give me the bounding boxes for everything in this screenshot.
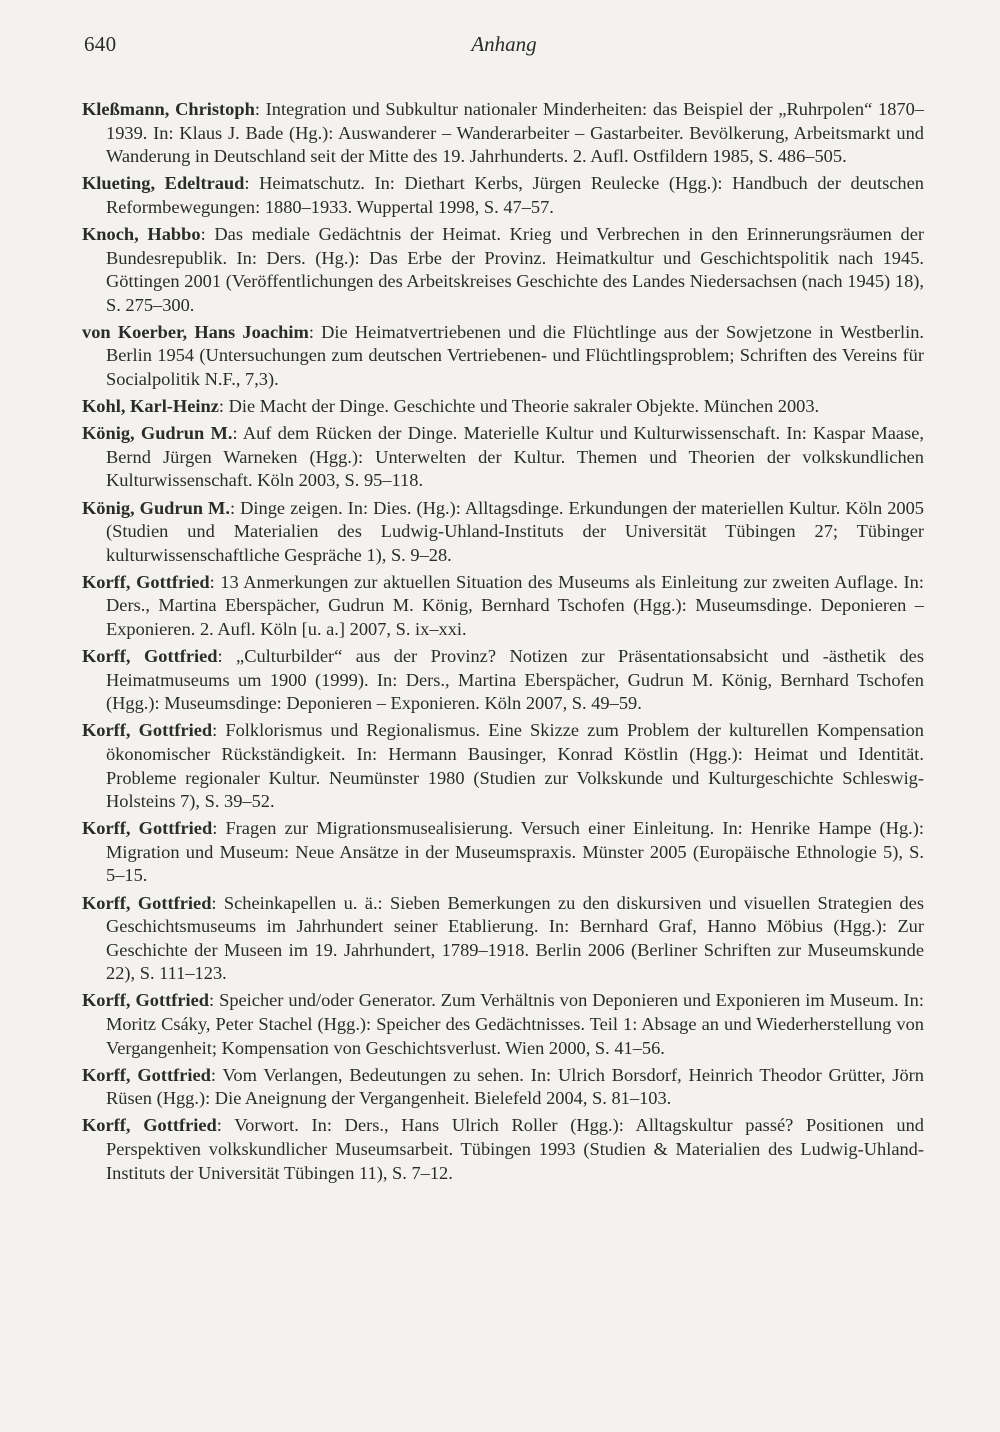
entry-author: König, Gudrun M. (82, 497, 230, 518)
entry-author: von Koerber, Hans Joachim (82, 321, 309, 342)
entry-author: Korff, Gottfried (82, 571, 210, 592)
bibliography-entry (82, 571, 924, 642)
running-head: Anhang (471, 32, 537, 56)
entry-text: : Vorwort. In: Ders., Hans Ulrich Roller (Hgg.): Alltagskultur passé? Positionen und Perspektiven volkskundlicher Museumsarbeit. Tübingen 1993 (Studien & Materialien des Ludwig-Uhland-Instituts der Universität Tübingen 11), S. 7–12. (106, 1115, 924, 1183)
page-header (84, 32, 924, 68)
page-number: 640 (84, 32, 117, 56)
bibliography-entry (82, 817, 924, 888)
bibliography-entry (82, 395, 924, 419)
bibliography-entry (82, 422, 924, 493)
entry-text: : Fragen zur Migrationsmusealisierung. Versuch einer Einleitung. In: Henrike Hampe (Hg.): Migration und Museum: Neue Ansätze in der Museumspraxis. Münster 2005 (Europäische Ethnologie 5), S. 5–15. (106, 818, 924, 886)
bibliography-entry (82, 223, 924, 317)
bibliography-list (82, 98, 924, 1189)
entry-text: : Vom Verlangen, Bedeutungen zu sehen. In: Ulrich Borsdorf, Heinrich Theodor Grütter, Jörn Rüsen (Hgg.): Die Aneignung der Vergangenheit. Bielefeld 2004, S. 81–103. (106, 1064, 924, 1109)
entry-text: : Das mediale Gedächtnis der Heimat. Krieg und Verbrechen in den Erinnerungsräumen der Bundesrepublik. In: Ders. (Hg.): Das Erbe der Provinz. Heimatkultur und Geschichtspolitik nach 1945. Göttingen 2001 (Veröffentlichungen des Arbeitskreises Geschichte des Landes Niedersachsen (nach 1945) 18), S. 275–300. (106, 223, 925, 315)
bibliography-entry (82, 892, 924, 986)
entry-author: Korff, Gottfried (82, 892, 212, 913)
entry-author: Korff, Gottfried (82, 1115, 217, 1136)
bibliography-entry (82, 172, 924, 219)
entry-text: : Integration und Subkultur nationaler Minderheiten: das Beispiel der „Ruhrpolen“ 1870–1939. In: Klaus J. Bade (Hg.): Auswanderer – Wanderarbeiter – Gastarbeiter. Bevölkerung, Arbeitsmarkt und Wanderung in Deutschland seit der Mitte des 19. Jahrhunderts. 2. Aufl. Ostfildern 1985, S. 486–505. (106, 99, 925, 167)
entry-text: : Heimatschutz. In: Diethart Kerbs, Jürgen Reulecke (Hgg.): Handbuch der deutschen Reformbewegungen: 1880–1933. Wuppertal 1998, S. 47–57. (106, 173, 924, 217)
entry-text: : „Culturbilder“ aus der Provinz? Notizen zur Präsentationsabsicht und -ästhetik des Heimatmuseums um 1900 (1999). In: Ders., Martina Eberspächer, Gudrun M. König, Bernhard Tschofen (Hgg.): Museumsdinge: Deponieren – Exponieren. Köln 2007, S. 49–59. (106, 646, 924, 714)
bibliography-entry (82, 1114, 924, 1185)
bibliography-entry (82, 645, 924, 716)
entry-author: Korff, Gottfried (82, 646, 218, 667)
entry-text: : Die Macht der Dinge. Geschichte und Theorie sakraler Objekte. München 2003. (218, 396, 820, 417)
entry-text: : 13 Anmerkungen zur aktuellen Situation des Museums als Einleitung zur zweiten Auflage. In: Ders., Martina Eberspächer, Gudrun M. König, Bernhard Tschofen (Hgg.): Museumsdinge. Deponieren – Exponieren. 2. Aufl. Köln [u. a.] 2007, S. ix–xxi. (106, 571, 924, 639)
bibliography-entry (82, 98, 924, 169)
entry-text: : Folklorismus und Regionalismus. Eine Skizze zum Problem der kulturellen Kompensation ökonomischer Rückständigkeit. In: Hermann Bausinger, Konrad Köstlin (Hgg.): Heimat und Identität. Probleme regionaler Kultur. Neumünster 1980 (Studien zur Volkskunde und Kulturgeschichte Schleswig-Holsteins 7), S. 39–52. (106, 720, 924, 812)
bibliography-entry (82, 719, 924, 813)
entry-author: Knoch, Habbo (82, 223, 201, 244)
entry-text: : Die Heimatvertriebenen und die Flüchtlinge aus der Sowjetzone in Westberlin. Berlin 1954 (Untersuchungen zum deutschen Vertriebenen- und Flüchtlingsproblem; Schriften des Vereins für Socialpolitik N.F., 7,3). (106, 321, 924, 390)
bibliography-entry (82, 497, 924, 568)
entry-author: Kohl, Karl-Heinz (82, 396, 219, 417)
entry-text: : Dinge zeigen. In: Dies. (Hg.): Alltagsdinge. Erkundungen der materiellen Kultur. Köln 2005 (Studien und Materialien des Ludwig-Uhland-Instituts der Universität Tübingen 27; Tübinger kulturwissenschaftliche Gespräche 1), S. 9–28. (106, 497, 924, 565)
entry-author: Korff, Gottfried (82, 720, 213, 741)
entry-author: Klueting, Edeltraud (82, 173, 245, 194)
bibliography-entry (82, 1064, 924, 1111)
entry-text: : Speicher und/oder Generator. Zum Verhältnis von Deponieren und Exponieren im Museum. In: Moritz Csáky, Peter Stachel (Hgg.): Speicher des Gedächtnisses. Teil 1: Absage an und Wiederherstellung von Vergangenheit; Kompensation von Geschichtsverlust. Wien 2000, S. 41–56. (106, 990, 924, 1058)
entry-text: : Auf dem Rücken der Dinge. Materielle Kultur und Kulturwissenschaft. In: Kaspar Maase, Bernd Jürgen Warneken (Hgg.): Unterwelten der Kultur. Themen und Theorien der volkskundlichen Kulturwissenschaft. Köln 2003, S. 95–118. (106, 423, 924, 491)
entry-author: Kleßmann, Christoph (82, 99, 255, 119)
entry-author: Korff, Gottfried (82, 1064, 211, 1085)
bibliography-entry (82, 321, 924, 392)
entry-author: Korff, Gottfried (82, 990, 210, 1011)
bibliography-entry (82, 989, 924, 1060)
entry-author: Korff, Gottfried (82, 818, 213, 839)
entry-text: : Scheinkapellen u. ä.: Sieben Bemerkungen zu den diskursiven und visuellen Strategien des Geschichtsmuseums im Jahrhundert seiner Etablierung. In: Bernhard Graf, Hanno Möbius (Hgg.): Zur Geschichte der Museen im 19. Jahrhundert, 1789–1918. Berlin 2006 (Berliner Schriften zur Museumskunde 22), S. 111–123. (106, 892, 924, 984)
entry-author: König, Gudrun M. (82, 423, 233, 444)
